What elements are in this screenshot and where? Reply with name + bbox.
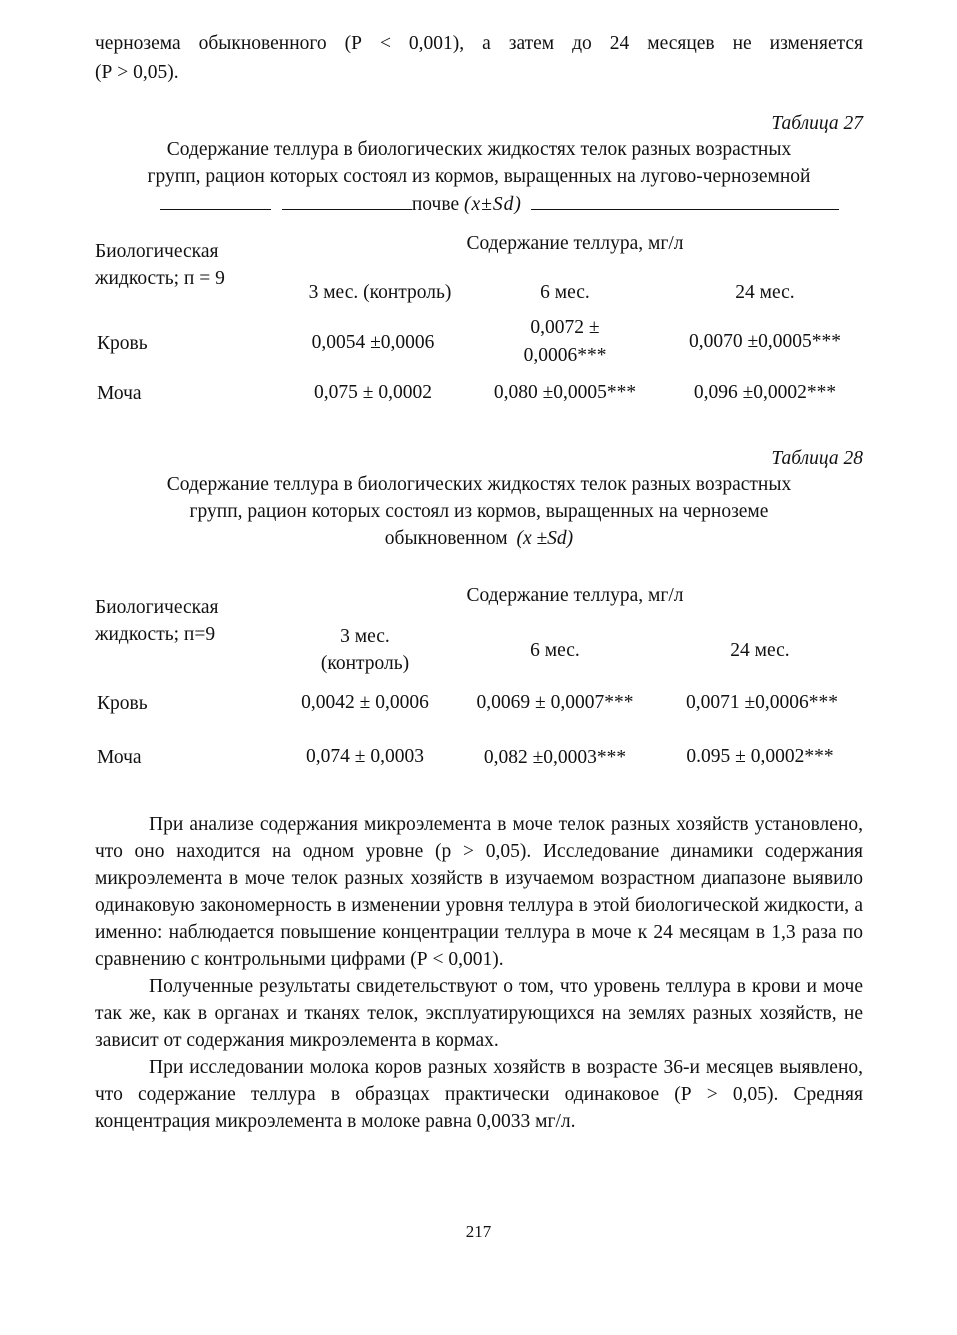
table-28-row-urine-v2: 0,082 ±0,0003***: [483, 747, 627, 768]
table-27-col-6mo: 6 мес.: [540, 282, 590, 303]
underline-rule: [160, 191, 271, 210]
table-28-row-blood-v1: 0,0042 ± 0,0006: [301, 692, 429, 713]
table-27-row-urine-v3: 0,096 ±0,0002***: [693, 382, 837, 403]
table-27-title-line-1: Содержание теллура в биологических жидкостях телок разных возрастных: [166, 139, 792, 160]
table-27-row-blood-name: Кровь: [97, 333, 148, 354]
table-27-row-blood-v2a: 0,0072 ±: [530, 317, 600, 338]
table-28-col-3mo-line-1: 3 мес.: [340, 626, 390, 647]
table-27-title: [95, 137, 863, 218]
table-28-row-urine-v1: 0,074 ± 0,0003: [306, 746, 424, 767]
table-28-title-line-2: групп, рацион которых состоял из кормов, выращенных на черноземе: [189, 501, 769, 522]
table-28-title: [95, 472, 863, 552]
paragraph-2: Полученные результаты свидетельствуют о том, что уровень теллура в крови и моче так же, как в органах и тканях телок, эксплуатирующихся на землях разных хозяйств, не зависит от содержания микроэлемента в кормах.: [95, 976, 863, 1051]
table-27-label: Таблица 27: [771, 113, 863, 134]
paragraph-3: При исследовании молока коров разных хозяйств в возрасте 36-и месяцев выявлено, что содержание теллура в образцах практически одинаковое (Р > 0,05). Средняя концентрация микроэлемента в молоке равна 0,0033 мг/л.: [95, 1057, 863, 1132]
table-28: [95, 582, 863, 772]
table-28-title-word: обыкновенном: [384, 528, 508, 549]
table-27-col-3mo: 3 мес. (контроль): [308, 282, 452, 303]
table-27-title-word: почве: [411, 194, 460, 215]
body-text: [95, 811, 863, 1135]
intro-line-2: (Р > 0,05).: [95, 62, 179, 83]
paragraph-1: При анализе содержания микроэлемента в моче телок разных хозяйств установлено, что оно находится на одном уровне (р > 0,05). Исследование динамики содержания микроэлемента в моче телок разных хозяйств в изучаемом возрастном диапазоне выявило одинаковую закономерность в изменении уровня теллура в этой биологической жидкости, а именно: наблюдается повышение концентрации теллура в моче к 24 месяцам в 1,3 раза по сравнению с контрольными цифрами (Р < 0,001).: [95, 814, 863, 970]
table-27-title-formula: (x±Sd): [464, 194, 522, 215]
table-28-title-formula: (x ±Sd): [516, 528, 574, 549]
intro-line-1: чернозема обыкновенного (Р < 0,001), а затем до 24 месяцев не изменяется: [95, 33, 863, 54]
table-27-title-line-2: групп, рацион которых состоял из кормов, выращенных на лугово-черноземной: [147, 166, 811, 187]
table-28-title-line-3: [95, 526, 863, 552]
table-27-header-fluid: Биологическая жидкость; п = 9: [95, 241, 225, 289]
table-27: [95, 230, 863, 420]
table-27-row-blood-v3: 0,0070 ±0,0005***: [688, 331, 842, 352]
underline-rule: [282, 191, 412, 210]
table-28-col-3mo: [265, 623, 465, 677]
table-28-header-fluid: Биологическая жидкость; п=9: [95, 597, 219, 645]
table-28-col-24mo: 24 мес.: [730, 640, 790, 661]
table-28-col-3mo-line-2: (контроль): [320, 653, 410, 674]
table-28-row-urine-v3: 0.095 ± 0,0002***: [686, 746, 834, 767]
table-27-row-urine-name: Моча: [97, 383, 142, 404]
table-27-title-line-3: [95, 191, 863, 218]
table-27-row-urine-v2: 0,080 ±0,0005***: [493, 382, 637, 403]
underline-rule: [531, 191, 839, 210]
table-28-header-content: Содержание теллура, мг/л: [466, 585, 684, 606]
table-27-row-blood-v1: 0,0054 ±0,0006: [311, 332, 435, 353]
table-28-row-urine-name: Моча: [97, 747, 142, 768]
table-28-row-blood-name: Кровь: [97, 693, 148, 714]
table-27-header-content: Содержание теллура, мг/л: [466, 233, 684, 254]
page-number: 217: [465, 1222, 492, 1241]
table-27-row-urine-v1: 0,075 ± 0,0002: [314, 382, 432, 403]
table-27-row-blood-v2b: 0,0006***: [523, 345, 607, 366]
table-28-row-blood-v3: 0,0071 ±0,0006***: [685, 692, 839, 713]
table-28-row-blood-v2: 0,0069 ± 0,0007***: [476, 692, 634, 713]
table-28-label: Таблица 28: [771, 448, 863, 469]
table-28-title-line-1: Содержание теллура в биологических жидкостях телок разных возрастных: [166, 474, 792, 495]
table-27-col-24mo: 24 мес.: [735, 282, 795, 303]
table-28-col-6mo: 6 мес.: [530, 640, 580, 661]
